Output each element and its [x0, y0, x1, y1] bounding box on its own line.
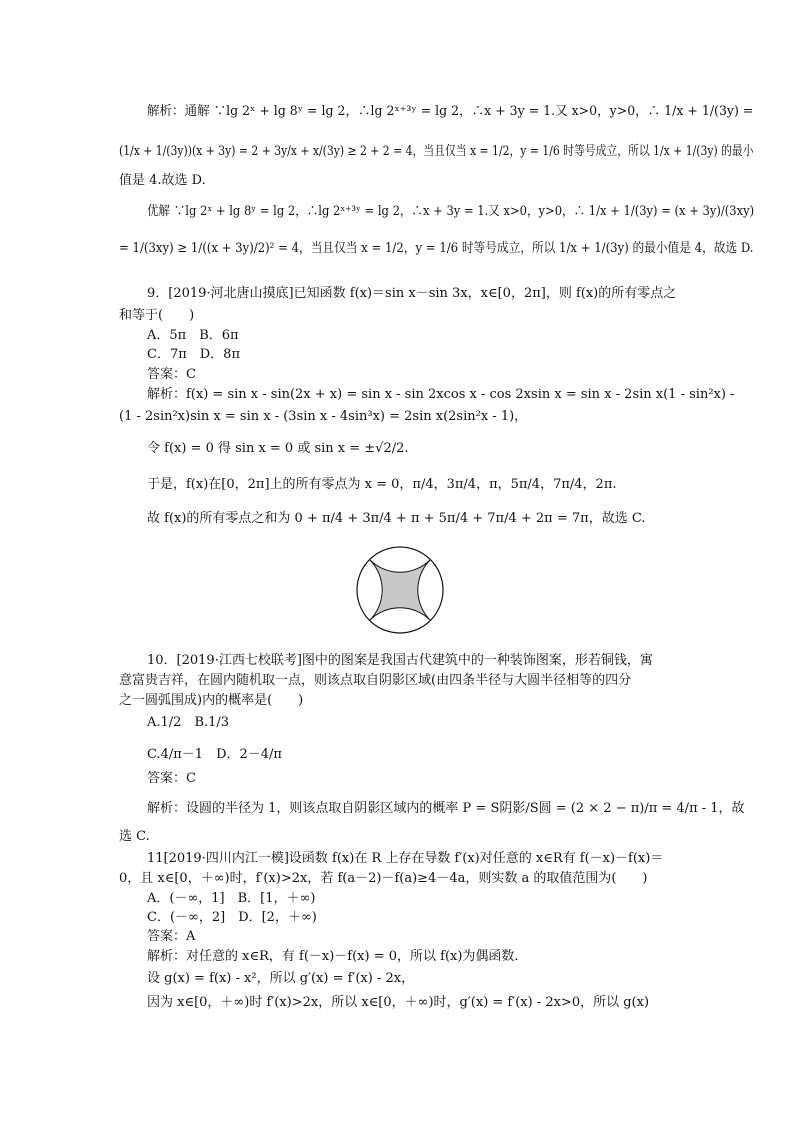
- line-27: C．(－∞，2] D．[2，＋∞): [147, 910, 317, 925]
- line-25: 0，且 x∈[0，＋∞)时，f′(x)>2x，若 f(a－2)－f(a)≥4－4a，则实数 a 的取值范围为( ): [119, 871, 648, 886]
- line-19: A.1/2 B.1/3: [147, 715, 230, 730]
- coin-pattern-figure: [355, 545, 445, 635]
- line-14: 于是，f(x)在[0，2π]上的所有零点为 x = 0，π/4，3π/4，π，5π/4，7π/4，2π.: [147, 477, 617, 492]
- shaded-region: [370, 560, 431, 621]
- line-3: 值是 4.故选 D.: [119, 173, 206, 188]
- line-15: 故 f(x)的所有零点之和为 0 + π/4 + 3π/4 + π + 5π/4 + 7π/4 + 2π = 7π，故选 C.: [147, 511, 646, 526]
- line-5: = 1/(3xy) ≥ 1/((x + 3y)/2)² = 4，当且仅当 x = 1/2，y = 1/6 时等号成立，所以 1/x + 1/(3y) 的最小值是 4，故选 D.: [119, 241, 754, 256]
- line-21: 答案：C: [147, 771, 196, 786]
- line-28: 答案：A: [147, 929, 196, 944]
- line-9: C．7π D．8π: [147, 347, 240, 362]
- line-23: 选 C.: [119, 829, 150, 844]
- line-12: (1 - 2sin²x)sin x = sin x - (3sin x - 4sin³x) = 2sin x(2sin²x - 1)，: [119, 409, 528, 424]
- line-11: 解析：f(x) = sin x - sin(2x + x) = sin x - sin 2xcos x - cos 2xsin x = sin x - 2sin x(1 - sin²x) -: [147, 387, 735, 402]
- line-22: 解析：设圆的半径为 1，则该点取自阴影区域内的概率 P = S阴影/S圆 = (2 × 2 − π)/π = 4/π - 1，故: [147, 801, 745, 816]
- line-24: 11[2019·四川内江一模]设函数 f(x)在 R 上存在导数 f′(x)对任意的 x∈R有 f(－x)－f(x)＝: [147, 851, 664, 866]
- line-31: 因为 x∈[0，＋∞)时 f′(x)>2x，所以 x∈[0，＋∞)时，g′(x) = f′(x) - 2x>0，所以 g(x): [147, 995, 650, 1010]
- line-20: C.4/π－1 D．2－4/π: [147, 747, 282, 762]
- line-2: (1/x + 1/(3y))(x + 3y) = 2 + 3y/x + x/(3y) ≥ 2 + 2 = 4，当且仅当 x = 1/2，y = 1/6 时等号成立，所以 1/x + 1/(3y) 的最小: [119, 144, 754, 159]
- line-16: 10．[2019·江西七校联考]图中的图案是我国古代建筑中的一种装饰图案，形若铜钱，寓: [147, 653, 653, 668]
- line-29: 解析：对任意的 x∈R，有 f(－x)－f(x) = 0，所以 f(x)为偶函数．: [147, 949, 528, 964]
- line-13: 令 f(x) = 0 得 sin x = 0 或 sin x = ±√2/2.: [147, 441, 409, 456]
- line-30: 设 g(x) = f(x) - x²，所以 g′(x) = f′(x) - 2x，: [147, 971, 415, 986]
- line-1: 解析：通解 ∵lg 2ˣ + lg 8ʸ = lg 2，∴lg 2ˣ⁺³ʸ = lg 2，∴x + 3y = 1.又 x>0，y>0，∴ 1/x + 1/(3y) =: [147, 104, 754, 119]
- line-7: 和等于( ): [119, 308, 195, 323]
- line-10: 答案：C: [147, 367, 196, 382]
- line-26: A．(－∞，1] B．[1，＋∞): [147, 891, 316, 906]
- line-6: 9．[2019·河北唐山摸底]已知函数 f(x)＝sin x－sin 3x，x∈[0，2π]，则 f(x)的所有零点之: [147, 286, 677, 301]
- line-4: 优解 ∵lg 2ˣ + lg 8ʸ = lg 2，∴lg 2ˣ⁺³ʸ = lg 2，∴x + 3y = 1.又 x>0，y>0，∴ 1/x + 1/(3y) = (x + 3y)/(3xy): [147, 204, 755, 219]
- line-17: 意富贵吉祥，在圆内随机取一点，则该点取自阴影区域(由四条半径与大圆半径相等的四分: [119, 673, 632, 688]
- line-18: 之一圆弧围成)内的概率是( ): [119, 693, 304, 708]
- line-8: A．5π B．6π: [147, 328, 239, 343]
